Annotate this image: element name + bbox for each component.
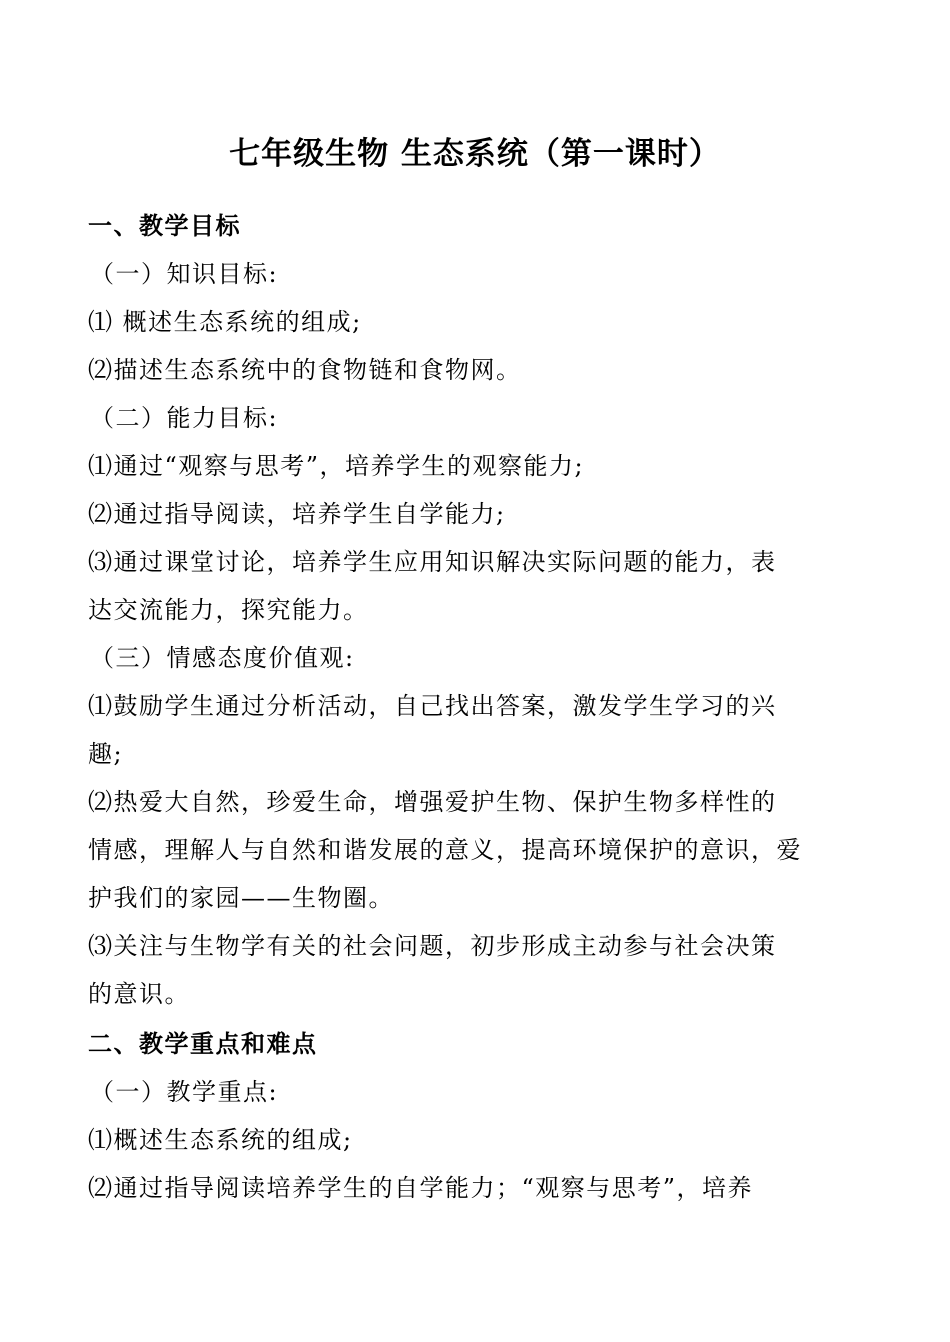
document-title: 七年级生物 生态系统（第一课时） xyxy=(229,136,721,172)
paragraph-line: 的意识。 xyxy=(88,980,190,1008)
paragraph-line: ⑴通过“观察与思考”，培养学生的观察能力; xyxy=(88,452,585,480)
paragraph-line: ⑵描述生态系统中的食物链和食物网。 xyxy=(88,356,522,384)
paragraph-line: ⑴ 概述生态系统的组成; xyxy=(88,308,362,336)
section-heading-keypoints: 二、教学重点和难点 xyxy=(88,1030,318,1058)
paragraph-line: 达交流能力，探究能力。 xyxy=(88,596,369,624)
paragraph-line: ⑵通过指导阅读，培养学生自学能力; xyxy=(88,500,506,528)
paragraph-line: ⑶通过课堂讨论，培养学生应用知识解决实际问题的能力，表 xyxy=(88,548,777,576)
paragraph-line: 情感，理解人与自然和谐发展的意义，提高环境保护的意识，爱 xyxy=(88,836,802,864)
paragraph-line: ⑵通过指导阅读培养学生的自学能力；“观察与思考”，培养 xyxy=(88,1174,754,1202)
subheading-attitude: （三）情感态度价值观: xyxy=(90,644,355,672)
paragraph-line: 趣; xyxy=(88,740,124,768)
subheading-ability: （二）能力目标: xyxy=(90,404,279,432)
subheading-key-focus: （一）教学重点: xyxy=(90,1078,279,1106)
section-heading-objectives: 一、教学目标 xyxy=(88,212,241,240)
paragraph-line: ⑶关注与生物学有关的社会问题，初步形成主动参与社会决策 xyxy=(88,932,777,960)
paragraph-line: ⑴鼓励学生通过分析活动，自己找出答案，激发学生学习的兴 xyxy=(88,692,777,720)
paragraph-line: ⑴概述生态系统的组成; xyxy=(88,1126,353,1154)
subheading-knowledge: （一）知识目标: xyxy=(90,260,279,288)
paragraph-line: 护我们的家园——生物圈。 xyxy=(88,884,394,912)
paragraph-line: ⑵热爱大自然，珍爱生命，增强爱护生物、保护生物多样性的 xyxy=(88,788,777,816)
